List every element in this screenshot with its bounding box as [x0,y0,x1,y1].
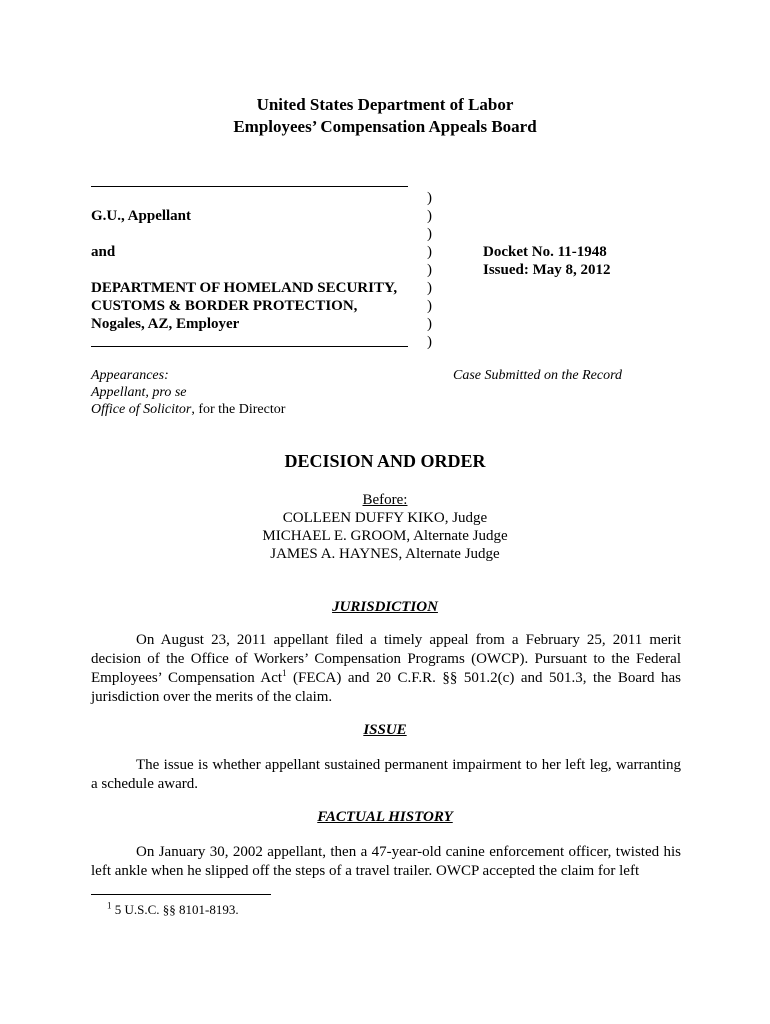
caption-paren: ) [427,190,432,206]
issue-heading: ISSUE [363,722,407,738]
footnote-mark: 1 [107,900,112,911]
jurisdiction-text-a: On August 23, 2011 appellant filed a timely appeal from a February 25, 2011 merit decision of the Office of Workers’ Compensation Programs (OWCP). Pursuant to the Federal Employees’ Compensation Act [91,632,681,686]
agency-name: United States Department of Labor [256,95,514,114]
docket-number: Docket No. 11-1948 [483,244,607,260]
caption-paren: ) [427,208,432,224]
solicitor-role: , for the Director [191,402,286,417]
footnote-ref: 1 [282,668,287,678]
jurisdiction-paragraph [91,631,681,707]
solicitor-office: Office of Solicitor [91,402,192,417]
judge-3: JAMES A. HAYNES, Alternate Judge [270,546,500,562]
appearances-heading: Appearances: [91,368,169,383]
caption-top-rule [91,186,408,187]
judge-2: MICHAEL E. GROOM, Alternate Judge [262,528,508,544]
footnote-text: 5 U.S.C. §§ 8101-8193. [111,902,239,917]
decision-title: DECISION AND ORDER [284,451,486,471]
employer-line-3: Nogales, AZ, Employer [91,316,240,332]
employer-line-1: DEPARTMENT OF HOMELAND SECURITY, [91,280,398,296]
jurisdiction-heading: JURISDICTION [332,599,438,615]
caption-paren: ) [427,244,432,260]
case-submitted-note: Case Submitted on the Record [453,368,623,383]
factual-history-heading: FACTUAL HISTORY [317,809,453,825]
panel-before [0,491,770,509]
caption-paren: ) [427,226,432,242]
solicitor-line [91,401,285,418]
appellant-name: G.U., Appellant [91,208,192,224]
caption-paren: ) [427,280,432,296]
footnote [107,902,239,918]
issued-date: Issued: May 8, 2012 [483,262,611,278]
footnote-rule [91,894,271,895]
caption-bottom-rule [91,346,408,347]
issue-paragraph: The issue is whether appellant sustained permanent impairment to her left leg, warranting a schedule award. [91,757,681,792]
employer-line-2: CUSTOMS & BORDER PROTECTION, [91,298,358,314]
before-label: Before: [362,492,408,508]
caption-paren: ) [427,334,432,350]
board-name: Employees’ Compensation Appeals Board [233,117,537,136]
appellant-pro-se: Appellant, pro se [91,385,187,400]
factual-history-paragraph: On January 30, 2002 appellant, then a 47-year-old canine enforcement officer, twisted his left ankle when he slipped off the steps of a travel trailer. OWCP accepted the claim for left [91,844,681,879]
caption-and: and [91,244,116,260]
caption-paren: ) [427,298,432,314]
judge-1: COLLEEN DUFFY KIKO, Judge [282,510,488,526]
jurisdiction-text-b: (FECA) and 20 C.F.R. §§ 501.2(c) and 501.3, the Board has jurisdiction over the merits of the claim. [91,670,681,705]
caption-paren: ) [427,262,432,278]
caption-paren: ) [427,316,432,332]
